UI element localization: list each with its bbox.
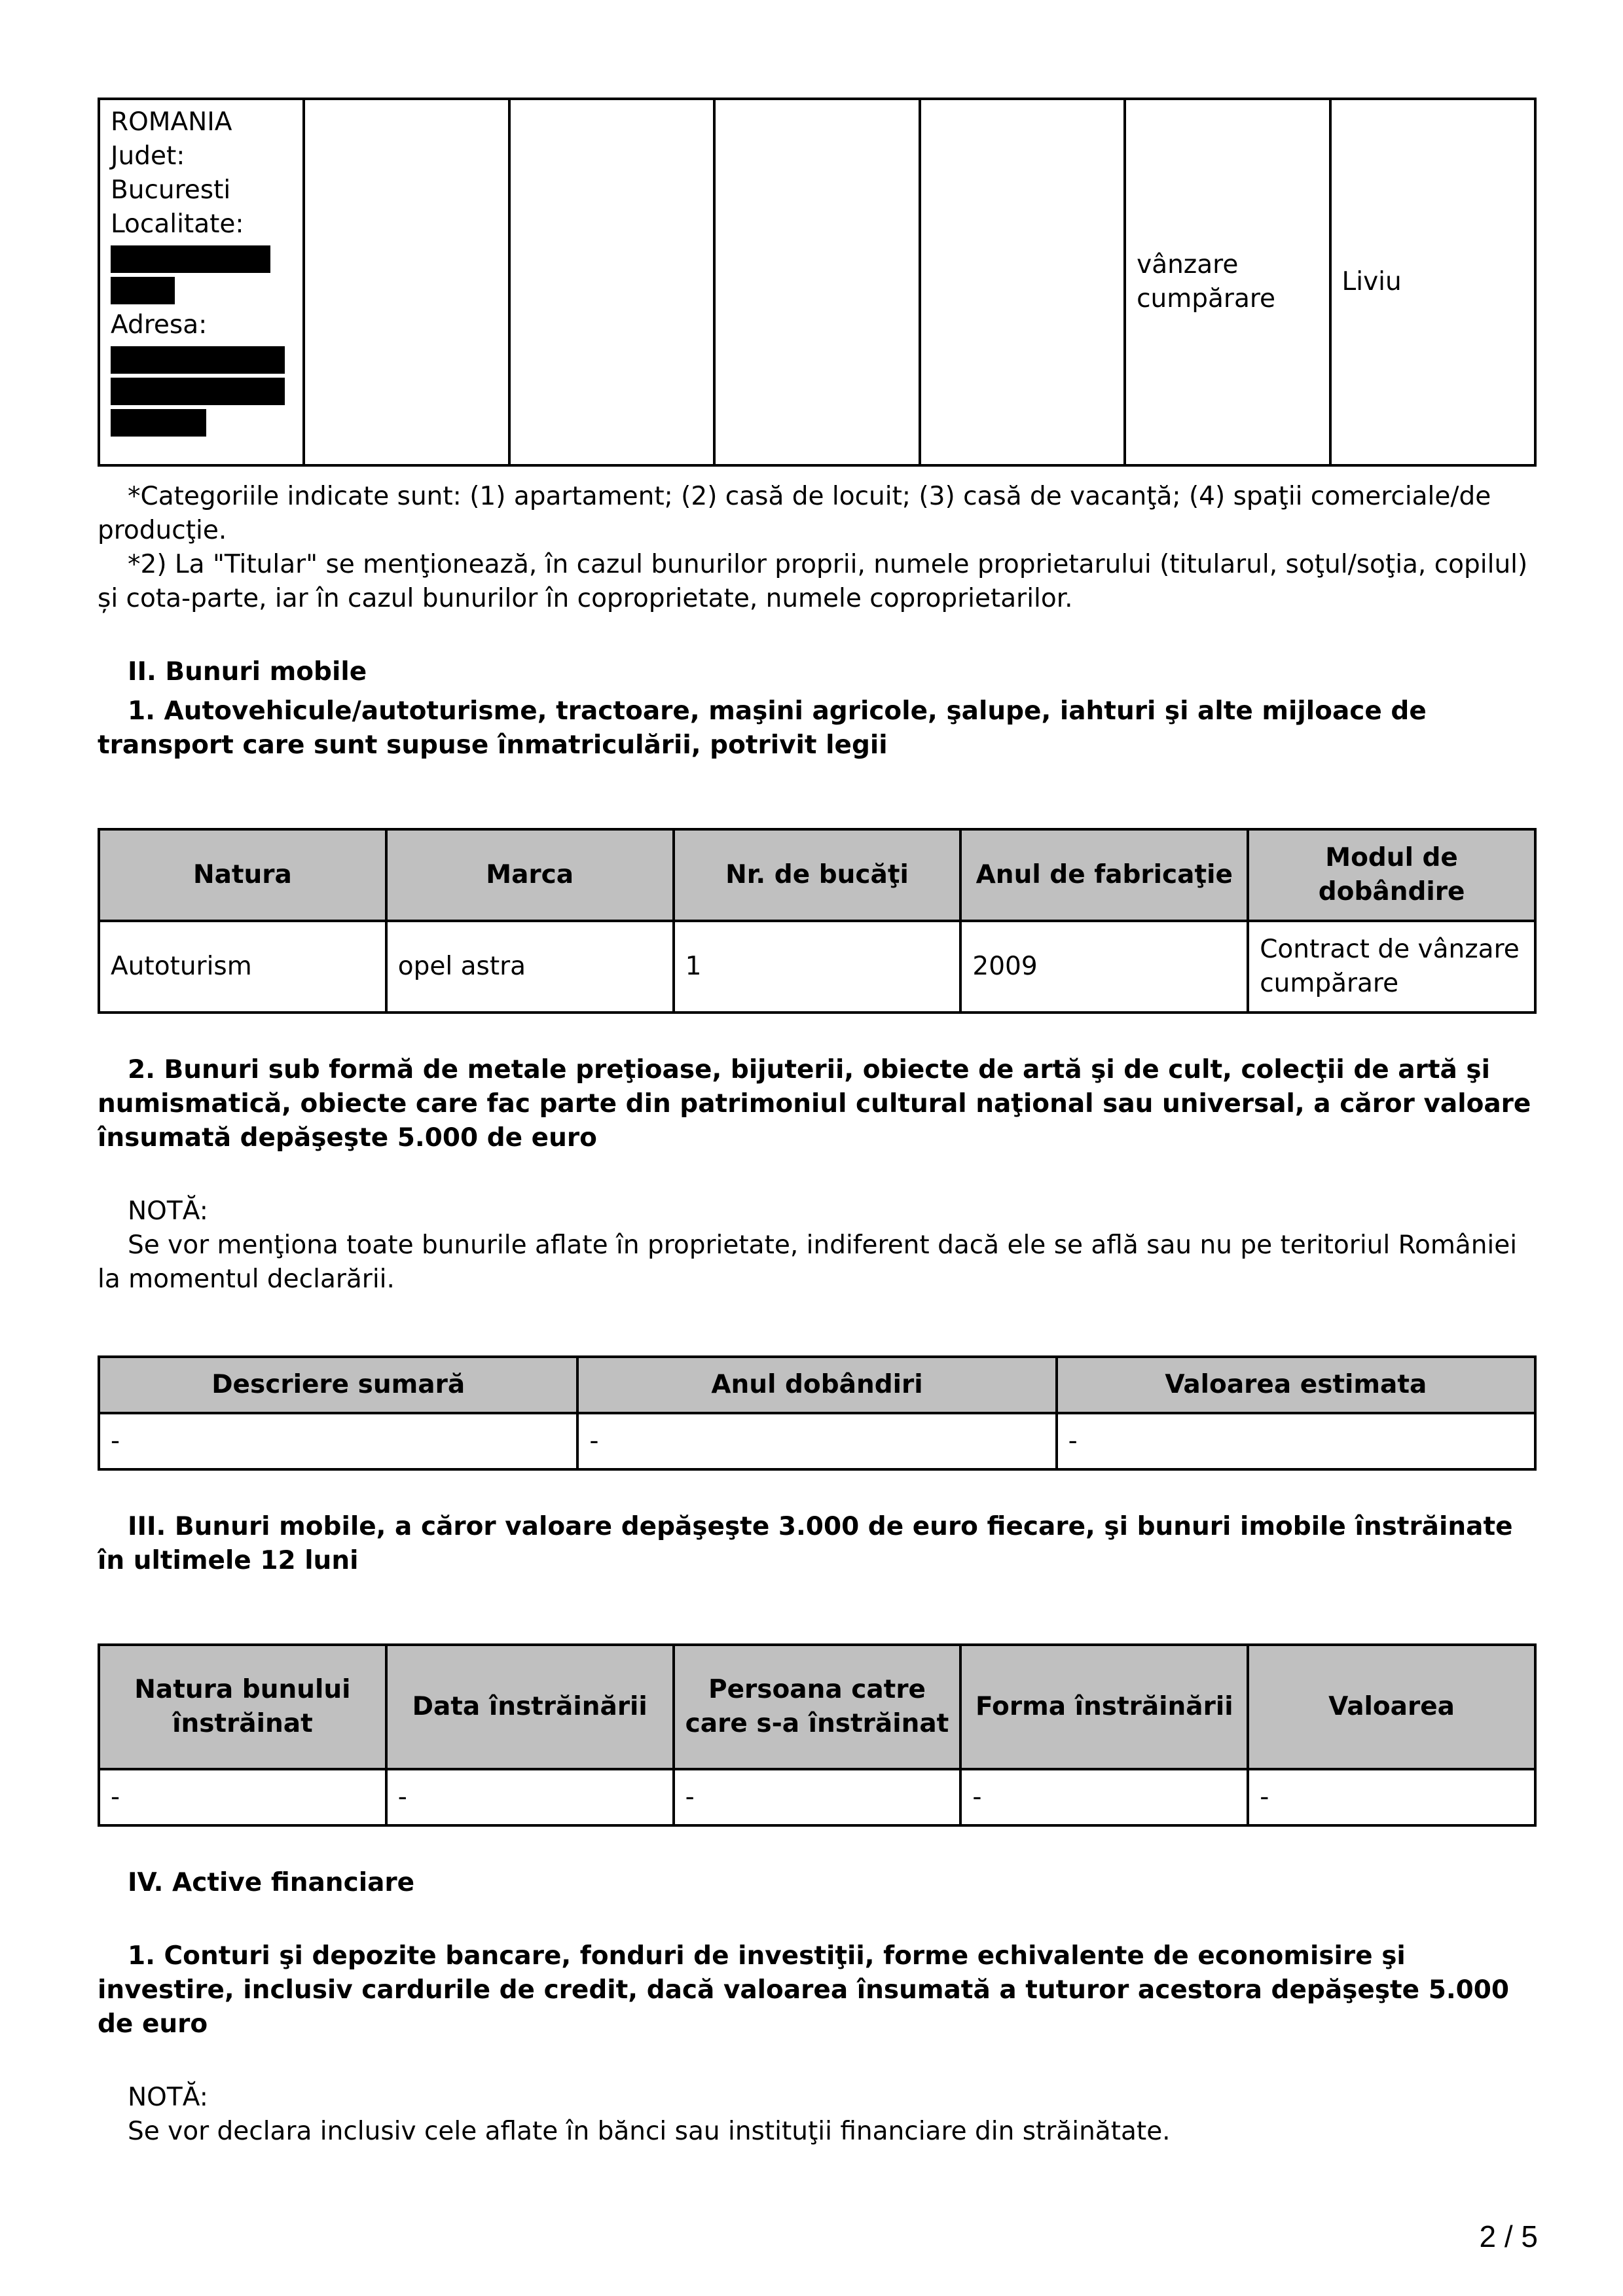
section-heading: III. Bunuri mobile, a căror valoare depăşeşte 3.000 de euro fiecare, şi bunuri imobile înstrăinate în ultimele 12 luni <box>98 1512 1513 1575</box>
column-header: Valoarea estimata <box>1057 1357 1535 1413</box>
table-cell: 1 <box>674 921 961 1013</box>
note-label: NOTĂ: <box>128 2083 208 2112</box>
subsection-heading: 1. Autovehicule/autoturisme, tractoare, maşini agricole, şalupe, iahturi şi alte mijloace de transport care sunt supuse înmatriculării, potrivit legii <box>98 696 1427 760</box>
column-header: Natura bunului înstrăinat <box>99 1645 386 1769</box>
table-cell: 2009 <box>960 921 1248 1013</box>
column-header: Anul dobândiri <box>577 1357 1056 1413</box>
table-row <box>99 921 1535 1013</box>
table-cell: - <box>99 1413 577 1469</box>
section-heading: IV. Active financiare <box>128 1868 415 1897</box>
footnote: *2) La "Titular" se menţionează, în cazul bunurilor proprii, numele proprietarului (titularul, soţul/soţia, copilul) și cota-parte, iar în cazul bunurilor în coproprietate, numele coproprietarilor. <box>98 550 1528 613</box>
vehicles-table <box>98 828 1537 1014</box>
subsection-heading: 2. Bunuri sub formă de metale preţioase, bijuterii, obiecte de artă şi de cult, colecţii de artă şi numismatică, obiecte care fac parte din patrimoniul cultural naţional sau universal, a căror valoare însumată depăşeşte 5.000 de euro <box>98 1055 1531 1153</box>
redaction-bar <box>111 409 206 437</box>
table-cell: - <box>386 1769 674 1825</box>
table-cell: Contract de vânzare cumpărare <box>1248 921 1535 1013</box>
table-cell <box>714 99 919 465</box>
property-table <box>98 98 1537 467</box>
adresa-label: Adresa: <box>111 310 208 340</box>
table-header-row <box>99 1645 1535 1769</box>
column-header: Nr. de bucăţi <box>674 829 961 921</box>
column-header: Modul de dobândire <box>1248 829 1535 921</box>
section-heading: II. Bunuri mobile <box>128 657 367 687</box>
redaction-bar <box>111 245 270 273</box>
table-cell: - <box>674 1769 961 1825</box>
table-cell <box>920 99 1125 465</box>
judet-label: Judet: <box>111 141 185 171</box>
address-cell <box>99 99 304 465</box>
subsection-heading: 1. Conturi şi depozite bancare, fonduri de investiţii, forme echivalente de economisire şi investire, inclusiv cardurile de credit, dacă valoarea însumată a tuturor acestora depăşeşte 5.000 de euro <box>98 1941 1510 2039</box>
table-cell: - <box>1057 1413 1535 1469</box>
column-header: Forma înstrăinării <box>960 1645 1248 1769</box>
footnote: *Categoriile indicate sunt: (1) apartament; (2) casă de locuit; (3) casă de vacanţă; (4) spaţii comerciale/de producţie. <box>98 482 1491 545</box>
table-cell <box>509 99 714 465</box>
judet-value: Bucuresti <box>111 175 231 205</box>
note-text: Se vor declara inclusiv cele aflate în bănci sau instituţii financiare din străinătate. <box>128 2117 1171 2146</box>
table-cell <box>304 99 509 465</box>
column-header: Data înstrăinării <box>386 1645 674 1769</box>
table-cell: - <box>577 1413 1056 1469</box>
table-row <box>99 1413 1535 1469</box>
table-cell: - <box>960 1769 1248 1825</box>
table-cell: - <box>99 1769 386 1825</box>
table-header-row <box>99 1357 1535 1413</box>
document-page <box>98 98 1537 2149</box>
column-header: Anul de fabricaţie <box>960 829 1248 921</box>
column-header: Marca <box>386 829 674 921</box>
column-header: Natura <box>99 829 386 921</box>
alienated-assets-table <box>98 1643 1537 1827</box>
note-label: NOTĂ: <box>128 1196 208 1226</box>
mod-dobandire-cell: vânzare cumpărare <box>1125 99 1330 465</box>
redaction-bar <box>111 277 175 304</box>
table-cell: - <box>1248 1769 1535 1825</box>
country: ROMANIA <box>111 107 232 137</box>
valuables-table <box>98 1355 1537 1471</box>
column-header: Persoana catre care s-a înstrăinat <box>674 1645 961 1769</box>
table-header-row <box>99 829 1535 921</box>
column-header: Descriere sumară <box>99 1357 577 1413</box>
column-header: Valoarea <box>1248 1645 1535 1769</box>
table-row <box>99 99 1535 465</box>
page-number: 2 / 5 <box>1479 2219 1538 2253</box>
redaction-bar <box>111 378 285 405</box>
localitate-label: Localitate: <box>111 209 244 239</box>
redaction-bar <box>111 346 285 374</box>
note-text: Se vor menţiona toate bunurile aflate în proprietate, indiferent dacă ele se află sau nu pe teritoriul României la momentul declarării. <box>98 1230 1518 1294</box>
table-cell: Autoturism <box>99 921 386 1013</box>
table-cell: opel astra <box>386 921 674 1013</box>
titular-cell: Liviu <box>1330 99 1535 465</box>
table-row <box>99 1769 1535 1825</box>
